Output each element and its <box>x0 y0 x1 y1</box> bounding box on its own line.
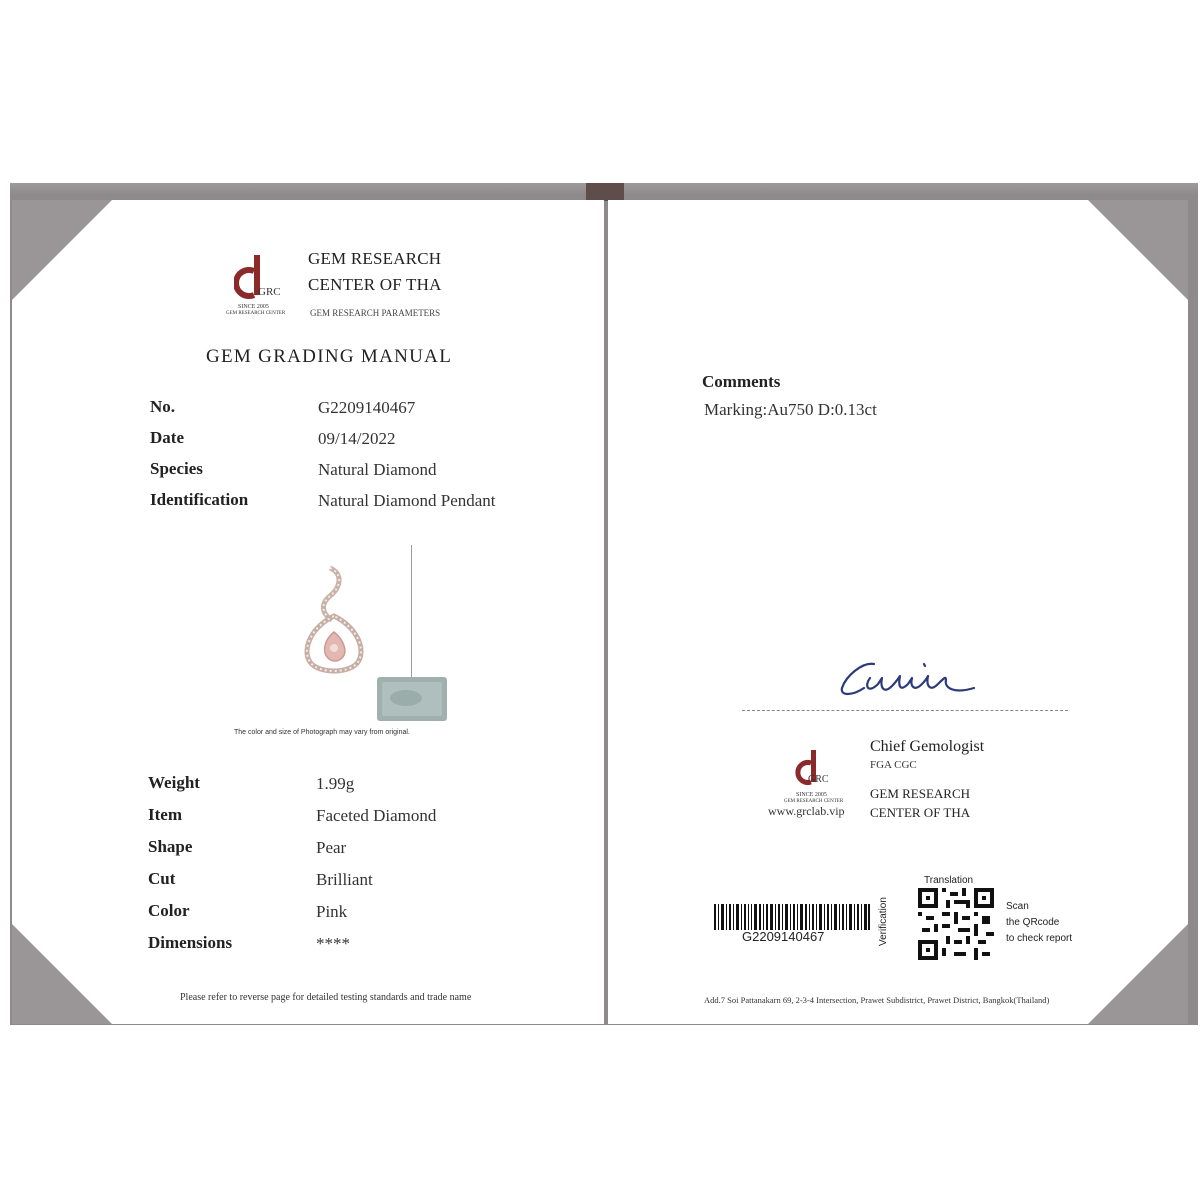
info-row <box>150 397 570 428</box>
detail-label: Weight <box>148 773 200 792</box>
detail-value: Brilliant <box>316 870 373 889</box>
logo-grc-text: GRC <box>258 286 281 298</box>
detail-label: Dimensions <box>148 933 233 952</box>
info-label: No. <box>150 397 176 416</box>
info-value: G2209140467 <box>318 398 416 417</box>
detail-value: 1.99g <box>316 774 355 793</box>
website-link[interactable]: www.grclab.vip <box>768 804 845 818</box>
info-row <box>150 459 570 490</box>
folder-spine <box>586 183 624 201</box>
qr-translation-label: Translation <box>924 875 974 886</box>
qr-verification-label: Verification <box>878 897 889 946</box>
detail-label: Shape <box>148 837 193 856</box>
detail-row <box>148 901 568 933</box>
detail-label: Item <box>148 805 182 824</box>
footer-note: Please refer to reverse page for detailed testing standards and trade name <box>180 992 472 1003</box>
reference-stone-photo <box>376 676 448 722</box>
logo-center-right: GEM RESEARCH CENTER <box>784 799 844 804</box>
signer-credentials: FGA CGC <box>870 759 917 771</box>
corner-pocket-bottom-right <box>1088 924 1188 1024</box>
info-value: Natural Diamond Pendant <box>318 491 496 510</box>
info-label: Identification <box>150 490 249 509</box>
detail-label: Cut <box>148 869 176 888</box>
corner-pocket-top-left <box>12 200 112 300</box>
qr-code-icon[interactable] <box>918 888 994 960</box>
org-subtitle: GEM RESEARCH PARAMETERS <box>310 308 441 318</box>
detail-value: Pear <box>316 838 347 857</box>
detail-value: Pink <box>316 902 348 921</box>
signature-line <box>742 710 1068 711</box>
detail-row <box>148 805 568 837</box>
photo-caption: The color and size of Photograph may vary from original. <box>234 729 410 736</box>
org-name-line2: CENTER OF THA <box>308 275 442 294</box>
lab-address: Add.7 Soi Pattanakarn 69, 2-3-4 Intersection, Prawet Subdistrict, Prawet District, Bangkok(Thailand) <box>704 995 1050 1005</box>
logo-since: SINCE 2005 <box>238 304 269 310</box>
signature <box>834 650 994 702</box>
right-page <box>608 200 1188 1024</box>
logo-grc-text-right: GRC <box>808 774 829 785</box>
org-name-right-line1: GEM RESEARCH <box>870 786 971 801</box>
info-label: Date <box>150 428 184 447</box>
detail-row <box>148 773 568 805</box>
photo-stand <box>411 545 412 677</box>
report-barcode <box>714 904 870 930</box>
comments-label: Comments <box>702 372 781 391</box>
logo-since-right: SINCE 2005 <box>796 792 827 798</box>
scan-line-3: to check report <box>1006 933 1073 944</box>
org-name-right-line2: CENTER OF THA <box>870 805 971 820</box>
info-table <box>150 397 570 521</box>
detail-row <box>148 869 568 901</box>
pendant-photo <box>300 564 368 676</box>
corner-pocket-bottom-left <box>12 924 112 1024</box>
info-label: Species <box>150 459 203 478</box>
document-title: GEM GRADING MANUAL <box>206 346 453 367</box>
scan-line-2: the QRcode <box>1006 917 1060 928</box>
detail-row <box>148 837 568 869</box>
detail-label: Color <box>148 901 190 920</box>
logo-center: GEM RESEARCH CENTER <box>226 311 286 316</box>
info-row <box>150 490 570 521</box>
signer-title: Chief Gemologist <box>870 738 985 755</box>
detail-row <box>148 933 568 965</box>
org-name-line1: GEM RESEARCH <box>308 249 442 268</box>
info-row <box>150 428 570 459</box>
info-value: Natural Diamond <box>318 460 437 479</box>
info-value: 09/14/2022 <box>318 429 396 448</box>
left-page <box>12 200 604 1024</box>
details-table <box>148 773 568 965</box>
scan-line-1: Scan <box>1006 901 1029 912</box>
corner-pocket-top-right <box>1088 200 1188 300</box>
detail-value: Faceted Diamond <box>316 806 437 825</box>
detail-value: **** <box>316 934 350 953</box>
comments-text: Marking:Au750 D:0.13ct <box>704 400 877 419</box>
barcode-number: G2209140467 <box>742 929 825 944</box>
